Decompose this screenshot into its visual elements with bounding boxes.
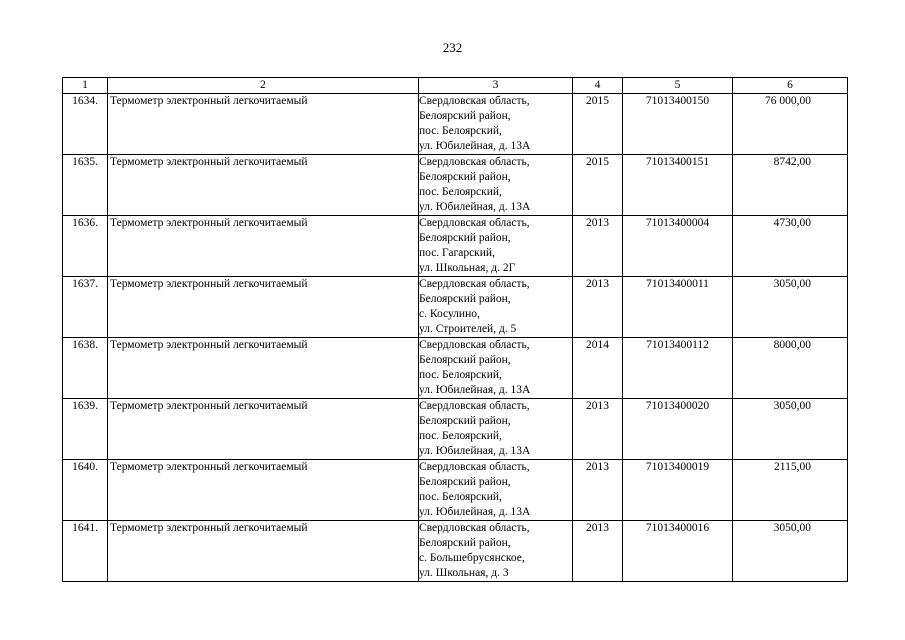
inventory-number: 71013400016	[623, 521, 733, 582]
table-row	[63, 460, 848, 521]
address-line: ул. Юбилейная, д. 13А	[419, 140, 531, 152]
row-number: 1637.	[63, 277, 108, 338]
item-year: 2015	[573, 94, 623, 155]
address-line: Свердловская область,	[419, 522, 530, 534]
property-table	[62, 77, 848, 582]
address-line: пос. Белоярский,	[419, 491, 502, 503]
address-line: ул. Школьная, д. 2Г	[419, 262, 516, 274]
inventory-number: 71013400020	[623, 399, 733, 460]
address-line: ул. Школьная, д. 3	[419, 567, 509, 579]
column-header: 4	[573, 78, 623, 94]
address-line: Белоярский район,	[419, 293, 511, 305]
address-line: ул. Юбилейная, д. 13А	[419, 384, 531, 396]
item-year: 2015	[573, 155, 623, 216]
item-cost: 3050,00	[733, 399, 848, 460]
row-number: 1636.	[63, 216, 108, 277]
address-line: Свердловская область,	[419, 156, 530, 168]
table-row	[63, 338, 848, 399]
address-line: Свердловская область,	[419, 400, 530, 412]
table-row	[63, 521, 848, 582]
item-cost: 2115,00	[733, 460, 848, 521]
row-number: 1641.	[63, 521, 108, 582]
item-year: 2013	[573, 277, 623, 338]
address-line: ул. Юбилейная, д. 13А	[419, 506, 531, 518]
address-line: ул. Строителей, д. 5	[419, 323, 517, 335]
row-number: 1634.	[63, 94, 108, 155]
address-line: ул. Юбилейная, д. 13А	[419, 201, 531, 213]
item-name: Термометр электронный легкочитаемый	[108, 521, 419, 582]
address-line: пос. Белоярский,	[419, 186, 502, 198]
item-name: Термометр электронный легкочитаемый	[108, 155, 419, 216]
address-line: с. Большебрусянское,	[419, 552, 525, 564]
item-address	[419, 521, 573, 582]
item-cost: 76 000,00	[733, 94, 848, 155]
address-line: Белоярский район,	[419, 476, 511, 488]
inventory-number: 71013400150	[623, 94, 733, 155]
row-number: 1635.	[63, 155, 108, 216]
page-number: 232	[442, 40, 463, 55]
address-line: Белоярский район,	[419, 232, 511, 244]
address-line: Свердловская область,	[419, 95, 530, 107]
item-name: Термометр электронный легкочитаемый	[108, 216, 419, 277]
item-year: 2014	[573, 338, 623, 399]
item-cost: 8000,00	[733, 338, 848, 399]
column-header: 3	[419, 78, 573, 94]
item-address	[419, 460, 573, 521]
address-line: Белоярский район,	[419, 171, 511, 183]
address-line: ул. Юбилейная, д. 13А	[419, 445, 531, 457]
item-name: Термометр электронный легкочитаемый	[108, 460, 419, 521]
table-row	[63, 94, 848, 155]
item-name: Термометр электронный легкочитаемый	[108, 277, 419, 338]
item-cost: 3050,00	[733, 521, 848, 582]
inventory-number: 71013400011	[623, 277, 733, 338]
item-address	[419, 338, 573, 399]
item-year: 2013	[573, 460, 623, 521]
column-header: 1	[63, 78, 108, 94]
row-number: 1639.	[63, 399, 108, 460]
item-cost: 8742,00	[733, 155, 848, 216]
table-row	[63, 155, 848, 216]
item-address	[419, 399, 573, 460]
item-address	[419, 277, 573, 338]
item-address	[419, 216, 573, 277]
address-line: Свердловская область,	[419, 278, 530, 290]
address-line: Свердловская область,	[419, 461, 530, 473]
address-line: с. Косулино,	[419, 308, 480, 320]
table-row	[63, 216, 848, 277]
column-header: 5	[623, 78, 733, 94]
address-line: Белоярский район,	[419, 537, 511, 549]
address-line: пос. Белоярский,	[419, 369, 502, 381]
address-line: пос. Белоярский,	[419, 125, 502, 137]
inventory-number: 71013400112	[623, 338, 733, 399]
address-line: Белоярский район,	[419, 110, 511, 122]
item-year: 2013	[573, 216, 623, 277]
item-year: 2013	[573, 399, 623, 460]
column-header: 2	[108, 78, 419, 94]
table-header-row	[63, 78, 848, 94]
item-cost: 4730,00	[733, 216, 848, 277]
item-name: Термометр электронный легкочитаемый	[108, 94, 419, 155]
column-header: 6	[733, 78, 848, 94]
address-line: Свердловская область,	[419, 339, 530, 351]
table-row	[63, 277, 848, 338]
row-number: 1638.	[63, 338, 108, 399]
item-name: Термометр электронный легкочитаемый	[108, 338, 419, 399]
item-year: 2013	[573, 521, 623, 582]
item-name: Термометр электронный легкочитаемый	[108, 399, 419, 460]
address-line: пос. Белоярский,	[419, 430, 502, 442]
address-line: Белоярский район,	[419, 415, 511, 427]
row-number: 1640.	[63, 460, 108, 521]
inventory-number: 71013400151	[623, 155, 733, 216]
address-line: пос. Гагарский,	[419, 247, 495, 259]
item-cost: 3050,00	[733, 277, 848, 338]
item-address	[419, 155, 573, 216]
inventory-number: 71013400019	[623, 460, 733, 521]
table-row	[63, 399, 848, 460]
address-line: Свердловская область,	[419, 217, 530, 229]
inventory-number: 71013400004	[623, 216, 733, 277]
item-address	[419, 94, 573, 155]
address-line: Белоярский район,	[419, 354, 511, 366]
